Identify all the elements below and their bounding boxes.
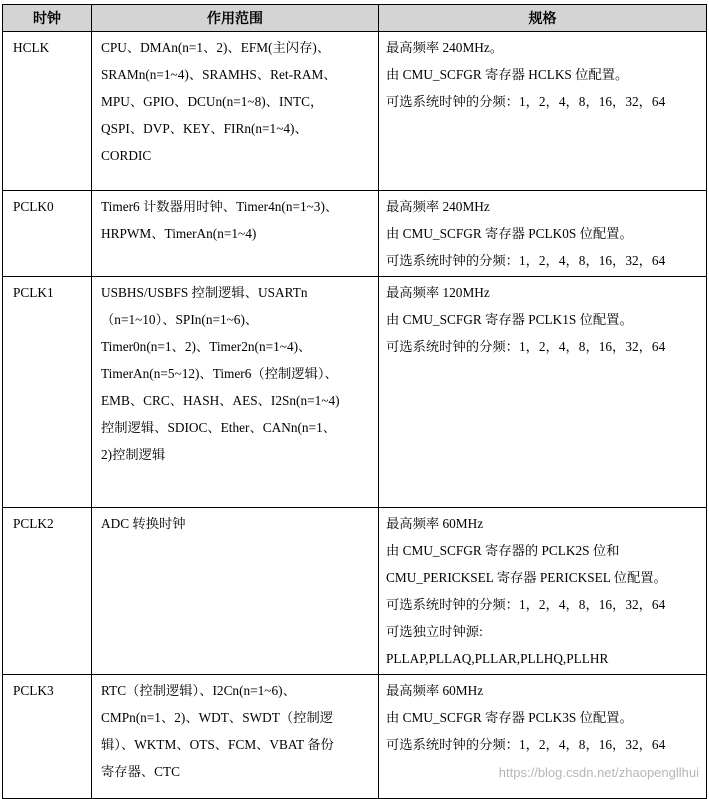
spec-line: 可选系统时钟的分频：1，2，4，8，16，32，64 <box>386 737 666 752</box>
spec-cell <box>379 508 707 675</box>
table-row <box>3 277 707 508</box>
scope-line: RTC（控制逻辑）、I2Cn(n=1~6)、 <box>101 683 296 698</box>
scope-line: QSPI、DVP、KEY、FIRn(n=1~4)、 <box>101 121 308 136</box>
clock-table <box>2 4 707 799</box>
scope-line: ADC 转换时钟 <box>101 516 186 531</box>
scope-cell <box>92 191 379 277</box>
clock-name-cell: PCLK0 <box>3 191 92 277</box>
scope-line: CMPn(n=1、2)、WDT、SWDT（控制逻 <box>101 710 334 725</box>
spec-line: PLLAP,PLLAQ,PLLAR,PLLHQ,PLLHR <box>386 651 609 666</box>
scope-cell <box>92 277 379 508</box>
scope-line: MPU、GPIO、DCUn(n=1~8)、INTC， <box>101 94 324 109</box>
header-scope: 作用范围 <box>92 5 379 32</box>
scope-line: USBHS/USBFS 控制逻辑、USARTn <box>101 285 308 300</box>
table-header-row <box>3 5 707 32</box>
spec-line: 最高频率 60MHz <box>386 683 484 698</box>
table-row <box>3 191 707 277</box>
scope-line: 辑）、WKTM、OTS、FCM、VBAT 备份 <box>101 737 334 752</box>
spec-line: 可选系统时钟的分频：1，2，4，8，16，32，64 <box>386 597 666 612</box>
scope-line: TimerAn(n=5~12)、Timer6（控制逻辑）、 <box>101 366 338 381</box>
clock-name-cell: PCLK3 <box>3 675 92 799</box>
scope-line: 控制逻辑、SDIOC、Ether、CANn(n=1、 <box>101 420 337 435</box>
scope-cell <box>92 675 379 799</box>
spec-line: 由 CMU_SCFGR 寄存器 PCLK0S 位配置。 <box>386 226 633 241</box>
table-row <box>3 508 707 675</box>
spec-line: 可选独立时钟源: <box>386 624 483 639</box>
scope-line: Timer6 计数器用时钟、Timer4n(n=1~3)、 <box>101 199 339 214</box>
table-row <box>3 32 707 191</box>
spec-cell <box>379 277 707 508</box>
clock-name-cell: HCLK <box>3 32 92 191</box>
scope-line: SRAMn(n=1~4)、SRAMHS、Ret-RAM、 <box>101 67 337 82</box>
spec-line: CMU_PERICKSEL 寄存器 PERICKSEL 位配置。 <box>386 570 667 585</box>
scope-line: EMB、CRC、HASH、AES、I2Sn(n=1~4) <box>101 393 340 408</box>
header-spec: 规格 <box>379 5 707 32</box>
spec-line: 可选系统时钟的分频：1，2，4，8，16，32，64 <box>386 94 666 109</box>
clock-name-cell: PCLK1 <box>3 277 92 508</box>
scope-line: （n=1~10）、SPIn(n=1~6)、 <box>101 312 259 327</box>
scope-cell <box>92 508 379 675</box>
scope-cell <box>92 32 379 191</box>
spec-line: 由 CMU_SCFGR 寄存器 PCLK1S 位配置。 <box>386 312 633 327</box>
scope-line: 2)控制逻辑 <box>101 447 166 462</box>
spec-line: 由 CMU_SCFGR 寄存器的 PCLK2S 位和 <box>386 543 620 558</box>
spec-line: 最高频率 60MHz <box>386 516 484 531</box>
spec-line: 由 CMU_SCFGR 寄存器 PCLK3S 位配置。 <box>386 710 633 725</box>
spec-cell <box>379 191 707 277</box>
spec-line: 最高频率 240MHz <box>386 199 490 214</box>
watermark: https://blog.csdn.net/zhaopengllhui <box>498 765 699 780</box>
scope-line: HRPWM、TimerAn(n=1~4) <box>101 226 257 241</box>
spec-line: 最高频率 120MHz <box>386 285 490 300</box>
spec-line: 最高频率 240MHz。 <box>386 40 504 55</box>
spec-line: 可选系统时钟的分频：1，2，4，8，16，32，64 <box>386 253 666 268</box>
spec-line: 由 CMU_SCFGR 寄存器 HCLKS 位配置。 <box>386 67 629 82</box>
spec-cell <box>379 32 707 191</box>
clock-name-cell: PCLK2 <box>3 508 92 675</box>
spec-line: 可选系统时钟的分频：1，2，4，8，16，32，64 <box>386 339 666 354</box>
scope-line: Timer0n(n=1、2)、Timer2n(n=1~4)、 <box>101 339 312 354</box>
scope-line: CORDIC <box>101 148 152 163</box>
scope-line: CPU、DMAn(n=1、2)、EFM(主闪存)、 <box>101 40 331 55</box>
header-clock: 时钟 <box>3 5 92 32</box>
scope-line: 寄存器、CTC <box>101 764 181 779</box>
